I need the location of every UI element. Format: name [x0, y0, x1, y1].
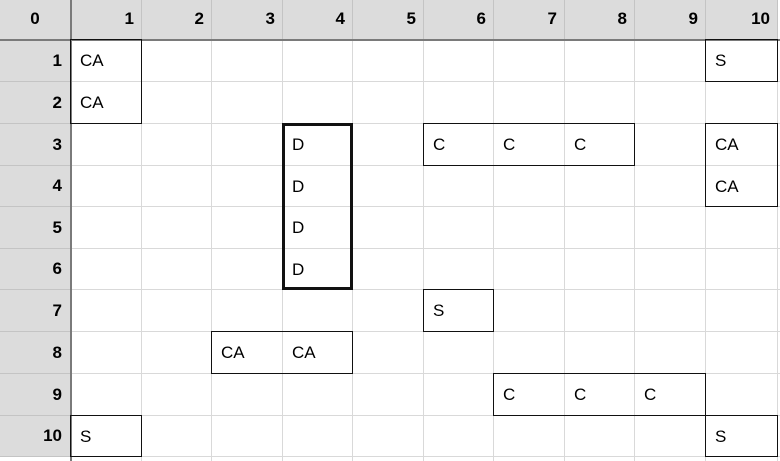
column-header-2[interactable]: 2 — [142, 0, 212, 40]
column-header-8[interactable]: 8 — [565, 0, 635, 40]
row-header-3[interactable]: 3 — [0, 124, 71, 166]
grid-cell[interactable]: S — [433, 301, 445, 320]
grid-cell[interactable]: C — [503, 135, 516, 154]
column-header-4[interactable]: 4 — [283, 0, 353, 40]
column-header-7[interactable]: 7 — [494, 0, 565, 40]
grid-cell[interactable]: S — [80, 427, 92, 446]
grid-cell[interactable]: CA — [292, 343, 316, 362]
row-header-10[interactable]: 10 — [0, 416, 71, 457]
grid-cell[interactable]: D — [292, 177, 305, 196]
grid-line-horizontal — [71, 81, 780, 82]
row-header-7[interactable]: 7 — [0, 290, 71, 332]
grid-cell[interactable]: D — [292, 218, 305, 237]
column-header-9[interactable]: 9 — [635, 0, 706, 40]
row-header-9[interactable]: 9 — [0, 374, 71, 416]
column-header-1[interactable]: 1 — [71, 0, 142, 40]
grid-line-horizontal — [71, 248, 780, 249]
column-header-10[interactable]: 10 — [706, 0, 778, 40]
grid-cell[interactable]: C — [644, 385, 657, 404]
corner-cell[interactable]: 0 — [0, 0, 71, 40]
grid-line-vertical — [423, 40, 424, 461]
grid-cell[interactable]: CA — [80, 51, 104, 70]
grid-cell[interactable]: CA — [715, 135, 739, 154]
column-header-3[interactable]: 3 — [212, 0, 283, 40]
grid-cell[interactable]: CA — [80, 93, 104, 112]
grid-cell[interactable]: CA — [715, 177, 739, 196]
row-header-4[interactable]: 4 — [0, 166, 71, 207]
grid-cell[interactable]: S — [715, 427, 727, 446]
grid-cell[interactable]: S — [715, 51, 727, 70]
grid-cell[interactable]: C — [574, 135, 587, 154]
row-header-2[interactable]: 2 — [0, 82, 71, 124]
grid-cell[interactable]: D — [292, 135, 305, 154]
row-header-8[interactable]: 8 — [0, 332, 71, 374]
row-header-5[interactable]: 5 — [0, 207, 71, 249]
grid-line-vertical — [211, 40, 212, 461]
column-header-5[interactable]: 5 — [353, 0, 424, 40]
grid-line-vertical — [777, 40, 778, 461]
grid-cell[interactable]: C — [503, 385, 516, 404]
grid-line-horizontal — [71, 456, 780, 457]
grid-cell[interactable]: D — [292, 260, 305, 279]
column-header-6[interactable]: 6 — [424, 0, 494, 40]
row-header-1[interactable]: 1 — [0, 40, 71, 82]
grid-cell[interactable]: C — [574, 385, 587, 404]
grid-cell[interactable]: C — [433, 135, 446, 154]
row-header-6[interactable]: 6 — [0, 249, 71, 290]
grid-line-horizontal — [71, 206, 780, 207]
grid-cell[interactable]: CA — [221, 343, 245, 362]
